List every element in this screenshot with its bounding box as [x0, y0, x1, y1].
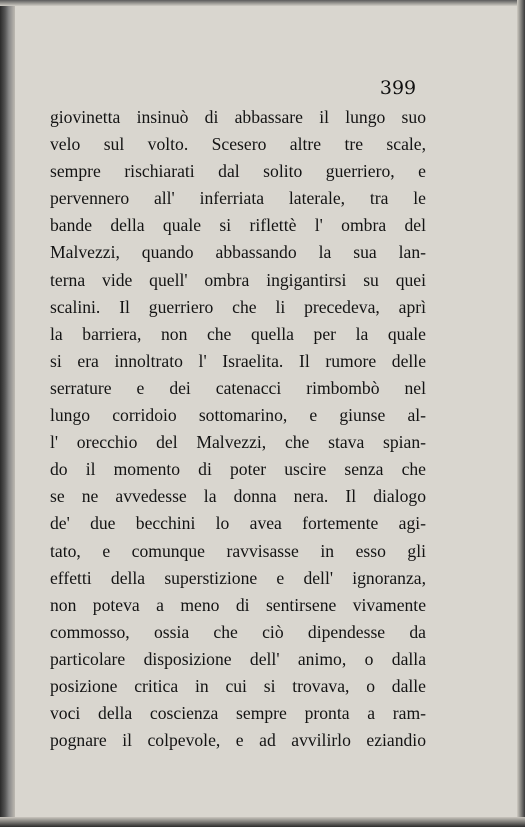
page-number: 399 [379, 77, 417, 99]
text-line: velo sul volto. Scesero altre tre scale, [50, 134, 426, 155]
text-line: tato, e comunque ravvisasse in esso gli [50, 540, 426, 561]
book-page [28, 0, 498, 827]
text-line: la barriera, non che quella per la quale [50, 323, 426, 344]
text-line: lungo corridoio sottomarino, e giunse al- [50, 405, 426, 426]
text-line: giovinetta insinuò di abbassare il lungo suo [50, 107, 426, 127]
text-line: effetti della superstizione e dell' ignoranza, [50, 567, 426, 588]
text-line: scalini. Il guerriero che li precedeva, aprì [50, 296, 426, 317]
text-line: posizione critica in cui si trovava, o dalle [50, 675, 426, 696]
text-line: pervennero all' inferriata laterale, tra le [50, 188, 426, 209]
text-line: si era innoltrato l' Israelita. Il rumore delle [50, 350, 426, 371]
text-line: do il momento di poter uscire senza che [50, 459, 426, 480]
text-line: terna vide quell' ombra ingigantirsi su quei [50, 269, 426, 290]
text-line: serrature e dei catenacci rimbombò nel [50, 377, 426, 398]
text-line: sempre rischiarati dal solito guerriero, e [50, 161, 426, 182]
right-edge-shadow [517, 0, 525, 827]
body-text [50, 104, 426, 754]
text-line: bande della quale si riflettè l' ombra del [50, 215, 426, 236]
text-line: l' orecchio del Malvezzi, che stava spian- [50, 432, 426, 453]
text-line: voci della coscienza sempre pronta a ram- [50, 703, 426, 724]
text-line: pognare il colpevole, e ad avvilirlo eziandio [50, 730, 426, 751]
text-line: Malvezzi, quando abbassando la sua lan- [50, 242, 426, 263]
text-line: commosso, ossia che ciò dipendesse da [50, 621, 426, 642]
text-line: se ne avvedesse la donna nera. Il dialogo [50, 486, 426, 507]
text-line: particolare disposizione dell' animo, o dalla [50, 648, 426, 669]
text-line: non poteva a meno di sentirsene vivamente [50, 594, 426, 615]
book-spine-shadow [0, 0, 15, 827]
text-line: de' due becchini lo avea fortemente agi- [50, 513, 426, 534]
